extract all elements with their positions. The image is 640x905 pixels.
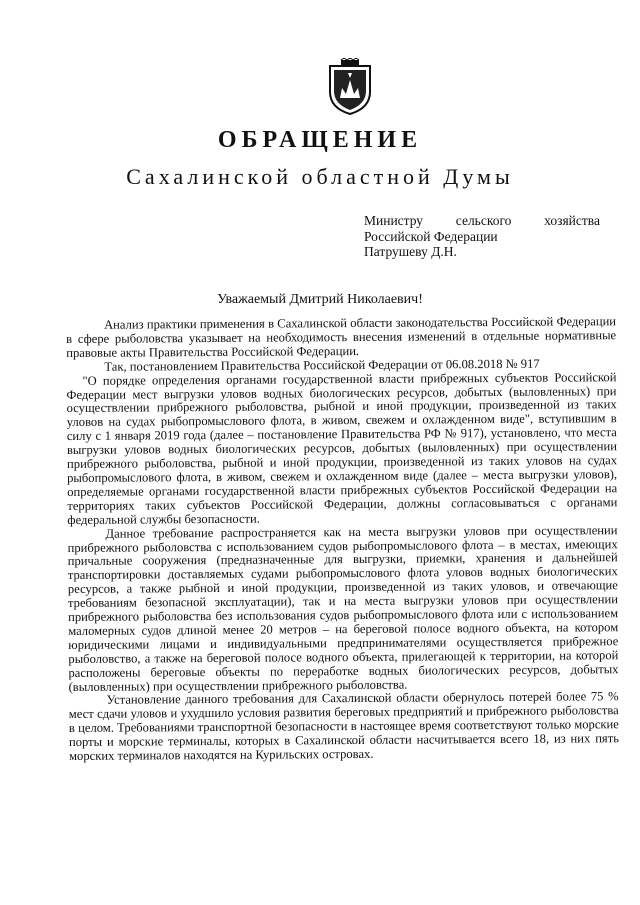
greeting: Уважаемый Дмитрий Николаевич! <box>217 292 423 307</box>
addressee-block <box>364 213 600 260</box>
paragraph: "О порядке определения органами государственной власти прибрежных субъектов Российской Федерации мест выгрузки уловов водных биологических ресурсов, добытых (выловленных) при осуществлении прибрежного рыболовства, рыбной и иной продукции, произведенной из таких уловов на судах рыбопромыслового флота, в живом, свежем и охлажденном виде", вступившим в силу с 1 января 2019 года (далее – постановление Правительства РФ № 917), установлено, что места выгрузки уловов водных биологических ресурсов, добытых (выловленных) при осуществлении прибрежного рыболовства, рыбной и иной продукции, произведенной из таких уловов на судах рыбопромыслового флота, в живом, свежем и охлажденном виде (далее – места выгрузки уловов), определяемые органами государственной власти прибрежных субъектов Российской Федерации на территориях таких субъектов Российской Федерации, должны согласовываться с органами федеральной службы безопасности. <box>66 369 618 527</box>
paragraph: Анализ практики применения в Сахалинской области законодательства Российской Федерации в сфере рыболовства указывает на необходимость внесения изменений в отдельные нормативные правовые акты Правительства Российской Федерации. <box>66 314 617 360</box>
paragraph: Установление данного требования для Сахалинской области обернулось потерей более 75 % мест сдачи уловов и ухудшило условия развития береговых предприятий и прибрежного рыболовства в целом. Требованиями транспортной безопасности в настоящее время соответствуют только морские порты и морские терминалы, которых в Сахалинской области насчитывается всего 18, из них пять морских терминалов находятся на Курильских островах. <box>68 689 619 764</box>
coat-of-arms-icon <box>326 58 374 116</box>
addressee-word-3: хозяйства <box>544 213 600 228</box>
paragraph: Так, постановлением Правительства Российской Федерации от 06.08.2018 № 917 <box>104 356 540 374</box>
paragraph: Данное требование распространяется как на места выгрузки уловов при осуществлении прибрежного рыболовства с использованием судов рыбопромыслового флота – в местах, имеющих причальные сооружения (предназначенные для выгрузки, приемки, хранения и дальнейшей транспортировки доставляемых судами рыбопромыслового флота уловов водных биологических ресурсов, а также рыбной и иной продукции, произведенной из таких уловов, и отвечающие требованиям безопасной эксплуатации), так и на места выгрузки уловов при осуществлении прибрежного рыболовства без использования судов рыбопромыслового флота или с использованием маломерных судов длиной менее 20 метров – на береговой полосе водного объекта, на котором юридическими лицами и индивидуальными предпринимателями осуществляется прибрежное рыболовство, а также на береговой полосе водного объекта, прилегающей к территории, на которой расположены береговые объекты по переработке водных биологических ресурсов, добытых (выловленных) при осуществлении прибрежного рыболовства. <box>67 522 619 694</box>
addressee-line-2: Российской Федерации <box>364 228 498 244</box>
addressee-line-3: Патрушеву Д.Н. <box>364 244 457 259</box>
addressee-word-1: Министру <box>364 213 424 228</box>
document-body <box>66 315 619 764</box>
document-title: ОБРАЩЕНИЕ <box>217 127 423 153</box>
addressee-word-2: сельского <box>455 213 512 228</box>
document-subtitle: Сахалинской областной Думы <box>126 164 514 189</box>
addressee-line-1 <box>364 213 600 229</box>
